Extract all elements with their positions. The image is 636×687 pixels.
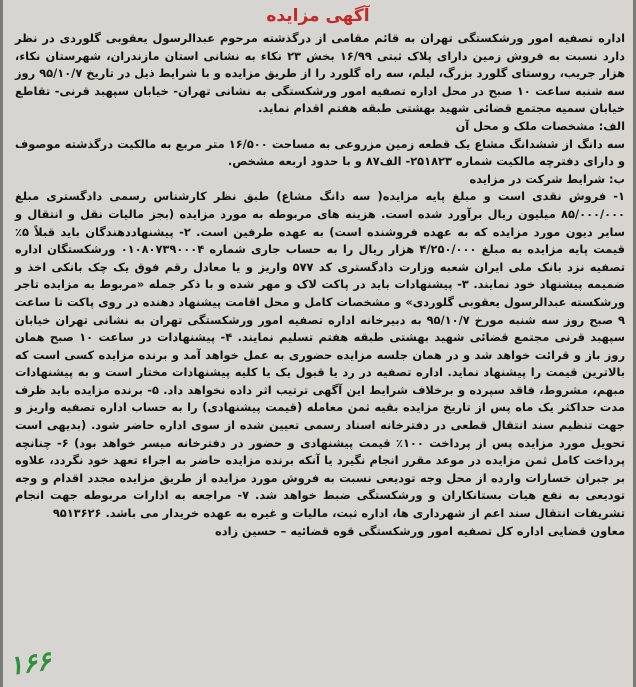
notice-body: [15, 30, 625, 540]
handwritten-signature: ۱۶۶: [7, 646, 53, 682]
footer-signatory: معاون قضایی اداره کل تصفیه امور ورشکستگی قوه قضائیه – حسین زاده: [215, 523, 625, 538]
section-a-text: سه دانگ از ششدانگ مشاع یک قطعه زمین مزروعی به مساحت ۱۶/۵۰۰ متر مربع به مالکیت درگذشته موصوف و دارای دفترچه مالکیت شماره ۲۵۱۸۲۳- الف۸۷ و با حدود اربعه مشخص.: [15, 136, 625, 169]
section-a-title: الف: مشخصات ملک و محل آن: [455, 118, 625, 133]
section-b-text: ۱- فروش نقدی است و مبلغ پایه مزایده( سه دانگ مشاع) طبق نظر کارشناس رسمی دادگستری مبلغ ۸۵/۰۰۰/۰۰۰ میلیون ریال برآورد شده است. هزینه های مربوطه به مورد مزایده (بجز مالیات نقل و انتقال و سایر دیون مورد مزایده که به عهده فروشنده است) به عهده طرفین است. ۲- پیشنهاددهندگان باید قبلاً ۵٪ قیمت پایه مزایده به مبلغ ۴/۲۵۰/۰۰۰ هزار ریال را به حساب جاری شماره ۰۱۰۸۰۷۳۹۰۰۰۴ ورشکستگان اداره تصفیه نزد بانک ملی ایران شعبه وزارت دادگستری کد ۵۷۷ واریز و یا معادل رقم فوق یک چک بانکی اخذ و ضمیمه پیشنهاد خود نمایند. ۳- پیشنهادات باید در پاکت لاک و مهر شده و با ذکر جمله «مربوط به مزایده تاجر ورشکسته عبدالرسول یعقوبی گلوردی» و مشخصات کامل و محل اقامت پیشنهاد دهنده در روی پاکت تا ساعت ۹ صبح روز سه شنبه مورخ ۹۵/۱۰/۷ به دبیرخانه اداره تصفیه امور ورشکستگی تهران به نشانی تهران خیابان سپهبد قرنی مجتمع قضائی شهید بهشتی طبقه هفتم تسلیم نمایند. ۴- پیشنهادات در ساعت ۱۰ صبح همان روز باز و قرائت خواهد شد و در همان جلسه مزایده حضوری به عمل خواهد آمد و برنده مزایده کسی است که بالاترین قیمت را پیشنهاد نماید. اداره تصفیه در رد یا قبول یک یا کلیه پیشنهادات مختار است و به پیشنهادات مبهم، مشروط، فاقد سپرده و برخلاف شرایط این آگهی ترتیب اثر داده نخواهد داد. ۵- برنده مزایده باید ظرف مدت حداکثر یک ماه پس از تاریخ مزایده بقیه ثمن معامله (قیمت پیشنهادی) را به حساب اداره تصفیه واریز و جهت تنظیم سند انتقال قطعی در دفترخانه اسناد رسمی تعیین شده از سوی اداره حاضر شود. (بدیهی است تحویل مورد مزایده پس از پرداخت ۱۰۰٪ قیمت پیشنهادی و حضور در دفترخانه میسر خواهد بود) ۶- چنانچه پرداخت کامل ثمن مزایده در موعد مقرر انجام نگیرد یا آنکه برنده مزایده حاضر به اجراء تعهد خود نگردد، علاوه بر جبران خسارات وارده از محل وجه تودیعی نسبت به فروش مورد مزایده از طریق مزایده مجدد اقدام و وجه تودیعی به نفع هیات بستانکاران و ورشکستگی ضبط خواهد شد. ۷- مراجعه به ادارات مربوطه جهت انجام تشریفات انتقال سند اعم از شهرداری ها، اداره ثبت، مالیات و غیره به عهده خریدار می باشد. ۹۵۱۳۶۲۶: [15, 189, 626, 521]
section-b-title: ب: شرایط شرکت در مزایده: [469, 171, 625, 186]
intro-paragraph: اداره تصفیه امور ورشکستگی تهران به قائم مقامی از درگذشته مرحوم عبدالرسول یعقوبی گلوردی در نظر دارد نسبت به فروش زمین دارای پلاک ثبتی ۱۶/۹۹ بخش ۲۳ نکاء به نشانی استان مازندران، شهرستان نکاء، هزار جریب، روستای گلورد بزرگ، لیلم، سه راه گلورد را از طریق مزایده و با شرایط ذیل در تاریخ ۹۵/۱۰/۷ روز سه شنبه ساعت ۱۰ صبح در محل اداره تصفیه امور ورشکستگی به نشانی تهران- خیابان سپهبد قرنی- تقاطع خیابان سمیه مجتمع قضائی شهید بهشتی طبقه هفتم اقدام نماید.: [15, 31, 625, 116]
notice-title: آگهی مزایده: [266, 6, 370, 26]
